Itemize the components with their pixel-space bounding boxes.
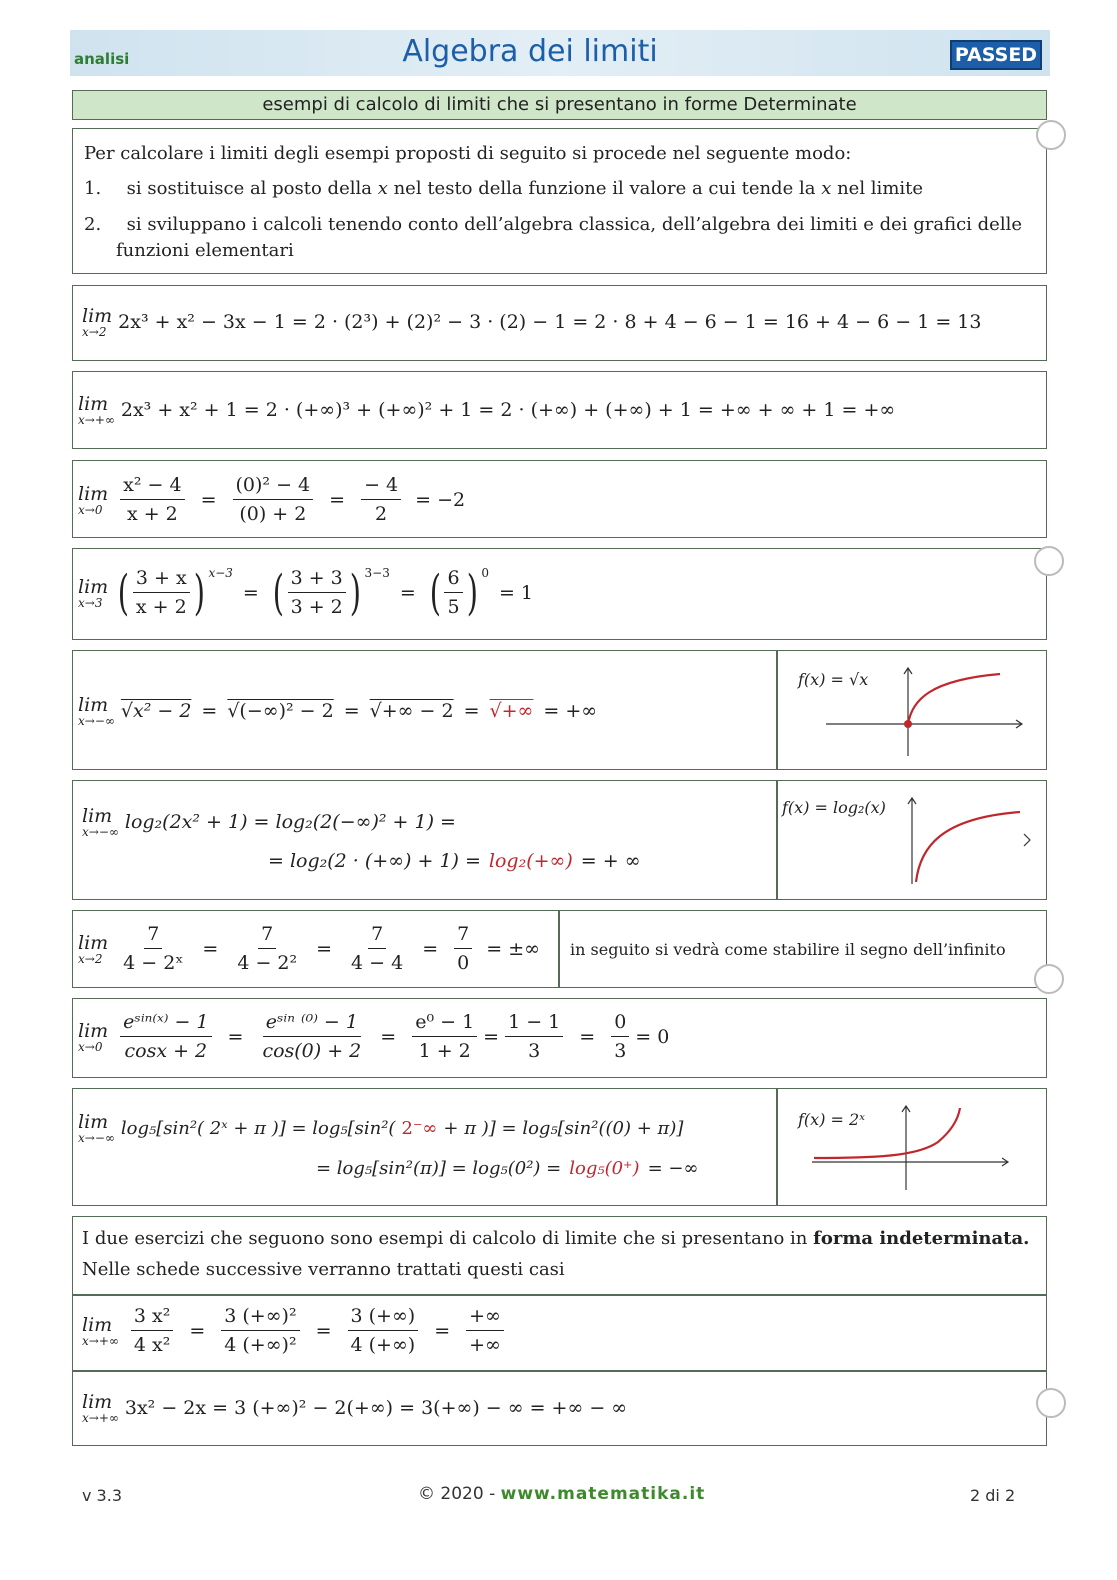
fraction: $\frac{\text{3 x²}}{\text{4 x²}}$ — [131, 1304, 173, 1357]
graph-exp — [808, 1100, 1018, 1196]
footer-copyright: © 2020 - — [418, 1484, 496, 1504]
lim-operator: lim x→+∞ — [82, 1391, 119, 1425]
example-9-expression-2a: = log₅[sin²(π)] = log₅(0²) = — [316, 1158, 562, 1179]
fraction: $\frac{\text{(0)² − 4}}{(0) + 2}$ — [233, 473, 314, 526]
step-1-x1: x — [377, 178, 388, 199]
lim-operator: lim x→+∞ — [82, 1313, 119, 1348]
fraction: $\frac{0}{3}$ — [611, 1010, 629, 1063]
fraction: $\frac{\text{3 (+∞)²}}{\text{4 (+∞)²}}$ — [221, 1304, 299, 1357]
fraction: $\frac{7}{\text{4 − 2ˣ}}$ — [123, 923, 184, 974]
page-title: Algebra dei limiti — [402, 34, 658, 69]
fraction: $\frac{\text{eˢⁱⁿ⁽ˣ⁾ − 1}}{\cos x + 2}$ — [120, 1010, 211, 1063]
exponent: 3−3 — [364, 566, 390, 580]
fraction: $\frac{\text{eˢⁱⁿ ⁽⁰⁾ − 1}}{\cos(0) + 2}$ — [262, 1011, 362, 1062]
example-9-line-1 — [78, 1112, 683, 1144]
sqrt-term-b: √(−∞)² − 2 — [227, 700, 334, 722]
indeterminate-intro — [82, 1228, 1029, 1249]
fraction: $\frac{6}{5}$ — [444, 566, 462, 619]
example-4-result: = 1 — [498, 581, 534, 604]
example-6-result: = + ∞ — [580, 850, 641, 872]
graph-log — [880, 788, 1040, 890]
example-5-divider — [776, 650, 778, 770]
footer-page-number: 2 di 2 — [970, 1486, 1016, 1505]
graph-label-exp: f(x) = 2ˣ — [798, 1110, 865, 1129]
fraction: $\frac{7}{4 - 4}$ — [351, 923, 404, 974]
example-2 — [78, 394, 895, 426]
lim-operator: lim x→−∞ — [82, 805, 119, 839]
passed-badge: PASSED — [950, 40, 1042, 70]
footer-site-link[interactable]: www.matematika.it — [500, 1484, 706, 1504]
fraction: $\frac{- 4}{2}$ — [361, 473, 401, 526]
binder-hole-3 — [1034, 964, 1064, 994]
example-5-result: = +∞ — [543, 700, 598, 722]
lim-operator: lim x→+∞ — [78, 393, 115, 427]
binder-hole-1 — [1036, 120, 1066, 150]
example-10: lim x→+∞ $\frac{\text{3 x²}}{\text{4 x²}}$ = $\frac{\text{3 (+∞)²}}{\text{4 (+∞)²}}$ = $\frac{3 (+\infty)}{4 (+\infty)}$ = $\frac{+\infty}{+\infty}$ — [82, 1304, 510, 1357]
lim-operator: lim x→−∞ — [78, 694, 115, 728]
lim-operator: lim x→0 — [78, 482, 109, 517]
indeterminate-divider-1 — [72, 1294, 1047, 1296]
graph-sqrt — [820, 660, 1030, 760]
step-1-text-c: nel limite — [837, 178, 924, 199]
example-7: lim x→2 $\frac{7}{\text{4 − 2ˣ}}$ = $\frac{7}{\text{4 − 2²}}$ = $\frac{7}{4 - 4}$ = $\frac{7}{0}$ = ±∞ — [78, 923, 540, 974]
step-2-line-2: funzioni elementari — [116, 240, 294, 261]
example-11 — [82, 1392, 627, 1424]
sqrt-term-c: √+∞ − 2 — [369, 700, 454, 722]
intro-step-2 — [84, 214, 1022, 235]
subject-label: analisi — [74, 50, 130, 68]
example-9-expression-1a: log₅[sin²( 2ˣ + π )] = log₅[sin²( — [120, 1117, 396, 1139]
example-7-divider — [558, 910, 560, 988]
step-1-number: 1. — [84, 178, 102, 199]
binder-hole-4 — [1036, 1388, 1066, 1418]
graph-label-log: f(x) = log₂(x) — [782, 798, 886, 817]
graph-label-sqrt: f(x) = √x — [798, 670, 869, 689]
example-6-line-1 — [82, 806, 456, 838]
intro-step-1 — [84, 178, 923, 199]
step-1-text-b: nel testo della funzione il valore a cui tende la — [393, 178, 816, 199]
indeterminate-text-bold: forma indeterminata. — [813, 1228, 1030, 1249]
footer-copyright-line — [418, 1484, 705, 1504]
intro-lead: Per calcolare i limiti degli esempi proposti di seguito si procede nel seguente modo: — [84, 143, 852, 164]
step-1-x2: x — [821, 178, 832, 199]
example-8: lim x→0 $\frac{\text{eˢⁱⁿ⁽ˣ⁾ − 1}}{\cos x + 2}$ = $\frac{\text{eˢⁱⁿ ⁽⁰⁾ − 1}}{\cos(0) + 2}$ = $\frac{\text{e⁰ − 1}}{1 + 2}$ = $\frac{1 - 1}{3}$ = $\frac{0}{3}$ = 0 — [78, 1011, 670, 1062]
lim-operator: lim x→2 — [82, 305, 113, 339]
subtitle-text: esempi di calcolo di limiti che si presentano in forme Determinate — [262, 94, 857, 115]
indeterminate-divider-2 — [72, 1370, 1047, 1372]
example-6-expression-1: log₂(2x² + 1) = log₂(2(−∞)² + 1) = — [124, 811, 456, 833]
lim-operator: lim x→3 — [78, 575, 109, 610]
fraction: $\frac{3 + 3}{3 + 2}$ — [288, 566, 346, 619]
example-1 — [82, 306, 981, 338]
sqrt-term-a: √x² − 2 — [120, 700, 192, 722]
exponent: 0 — [481, 566, 489, 580]
example-3: lim x→0 $\frac{\text{x² − 4}}{x + 2}$ = $\frac{\text{(0)² − 4}}{(0) + 2}$ = $\frac{- 4}{2}$ = −2 — [78, 474, 466, 525]
example-3-result: = −2 — [415, 488, 466, 511]
fraction: $\frac{+\infty}{+\infty}$ — [466, 1304, 504, 1357]
indeterminate-text-a: I due esercizi che seguono sono esempi di calcolo di limite che si presentano in — [82, 1228, 808, 1249]
example-7-note: in seguito si vedrà come stabilire il segno dell’infinito — [570, 940, 1006, 959]
lim-operator: lim x→−∞ — [78, 1111, 115, 1145]
example-1-expression: 2x³ + x² − 3x − 1 = 2 · (2³) + (2)² − 3 · (2) − 1 = 2 · 8 + 4 − 6 − 1 = 16 + 4 − 6 − 1 = 13 — [118, 311, 982, 333]
fraction: $\frac{\text{e⁰ − 1}}{1 + 2}$ — [412, 1010, 477, 1063]
example-7-result: = ±∞ — [486, 937, 540, 960]
example-9-line-2 — [316, 1158, 698, 1179]
step-1-text-a: si sostituisce al posto della — [126, 178, 372, 199]
fraction: $\frac{7}{0}$ — [454, 922, 472, 975]
step-2-number: 2. — [84, 214, 102, 235]
step-2-line-1: si sviluppano i calcoli tenendo conto dell’algebra classica, dell’algebra dei limiti e dei grafici delle — [126, 214, 1022, 235]
example-2-expression: 2x³ + x² + 1 = 2 · (+∞)³ + (+∞)² + 1 = 2 · (+∞) + (+∞) + 1 = +∞ + ∞ + 1 = +∞ — [120, 399, 896, 421]
example-9-expression-1b: + π )] = log₅[sin²((0) + π)] — [443, 1117, 684, 1139]
indeterminate-text-b: Nelle schede successive verranno trattati questi casi — [82, 1259, 565, 1280]
fraction: $\frac{1 - 1}{3}$ — [505, 1010, 563, 1063]
example-9-result: = −∞ — [647, 1158, 699, 1179]
lim-operator: lim x→2 — [78, 931, 109, 966]
fraction: $\frac{3 (+\infty)}{4 (+\infty)}$ — [348, 1304, 419, 1357]
example-6-line-2 — [268, 850, 641, 872]
example-9-divider — [776, 1088, 778, 1206]
binder-hole-2 — [1034, 546, 1064, 576]
example-6-red-term: log₂(+∞) — [488, 850, 573, 872]
exponent: x−3 — [208, 566, 233, 580]
example-6-expression-2: = log₂(2 · (+∞) + 1) = — [268, 850, 481, 872]
fraction: $\frac{\text{x² − 4}}{x + 2}$ — [120, 473, 184, 526]
example-6-divider — [776, 780, 778, 900]
example-9-red-term-1: 2⁻∞ — [401, 1117, 438, 1139]
example-11-expression: 3x² − 2x = 3 (+∞)² − 2(+∞) = 3(+∞) − ∞ = +∞ − ∞ — [124, 1397, 628, 1419]
lim-operator: lim x→0 — [78, 1019, 109, 1054]
example-4: lim x→3 ( $\frac{3 + x}{x + 2}$ ) x−3 = ( $\frac{3 + 3}{3 + 2}$ ) 3−3 = ( $\frac{6}{5}$ ) 0 = 1 — [78, 564, 534, 621]
footer-version: v 3.3 — [82, 1486, 122, 1505]
example-8-result: = 0 — [635, 1025, 670, 1048]
example-9-red-term-2: log₅(0⁺) — [569, 1158, 640, 1179]
fraction: $\frac{3 + x}{x + 2}$ — [133, 566, 190, 619]
fraction: $\frac{7}{\text{4 − 2²}}$ — [237, 923, 298, 974]
sqrt-term-red: √+∞ — [489, 700, 534, 722]
example-5: lim x→−∞ √x² − 2 = √(−∞)² − 2 = √+∞ − 2 = √+∞ = +∞ — [78, 694, 598, 728]
